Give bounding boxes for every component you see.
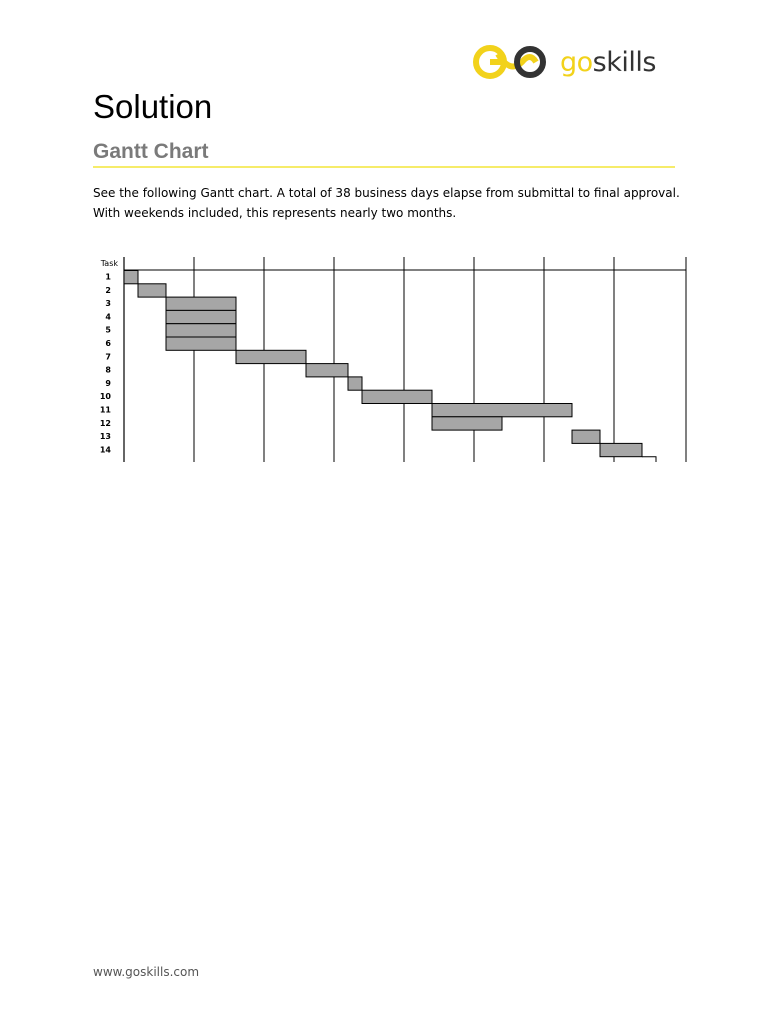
gantt-bar	[166, 297, 236, 310]
gantt-bar	[432, 404, 572, 417]
gantt-bar	[166, 324, 236, 337]
logo-skills-text: skills	[592, 46, 656, 78]
gantt-bar	[166, 337, 236, 350]
page-title: Solution	[93, 88, 213, 125]
gantt-task-label: 14	[99, 445, 111, 455]
logo-go-text: go	[560, 46, 593, 78]
gantt-task-label: 5	[105, 325, 111, 335]
gantt-task-label: 10	[99, 392, 111, 402]
gantt-task-label: 4	[105, 312, 111, 322]
gantt-chart	[0, 0, 768, 480]
gantt-task-label: 6	[105, 339, 111, 348]
intro-line-1: See the following Gantt chart. A total of 38 business days elapse from submittal to final approval.	[93, 186, 680, 200]
gantt-bar	[572, 430, 600, 443]
gantt-task-label: 12	[99, 418, 111, 428]
gantt-bar	[124, 271, 138, 284]
gantt-bar	[166, 310, 236, 323]
gantt-task-label: 2	[105, 285, 111, 295]
gantt-task-label: 13	[99, 432, 111, 442]
gantt-task-label: 8	[105, 365, 111, 375]
gantt-task-label: 7	[105, 352, 111, 362]
gantt-bar	[600, 443, 642, 456]
gantt-task-label: 9	[105, 378, 111, 388]
gantt-task-label: 11	[99, 405, 111, 415]
gantt-bar	[236, 350, 306, 363]
gantt-bar	[432, 417, 502, 430]
gantt-bar	[348, 377, 362, 390]
gantt-ylabel: Task	[100, 259, 118, 268]
gantt-end-marker	[642, 457, 656, 462]
intro-line-2: With weekends included, this represents nearly two months.	[93, 206, 457, 220]
page-subtitle: Gantt Chart	[93, 140, 209, 163]
gantt-task-label: 3	[105, 299, 111, 309]
gantt-task-label: 1	[105, 272, 111, 282]
footer-url[interactable]: www.goskills.com	[93, 965, 200, 979]
gantt-bar	[306, 364, 348, 377]
gantt-bar	[362, 390, 432, 403]
gantt-bar	[138, 284, 166, 297]
